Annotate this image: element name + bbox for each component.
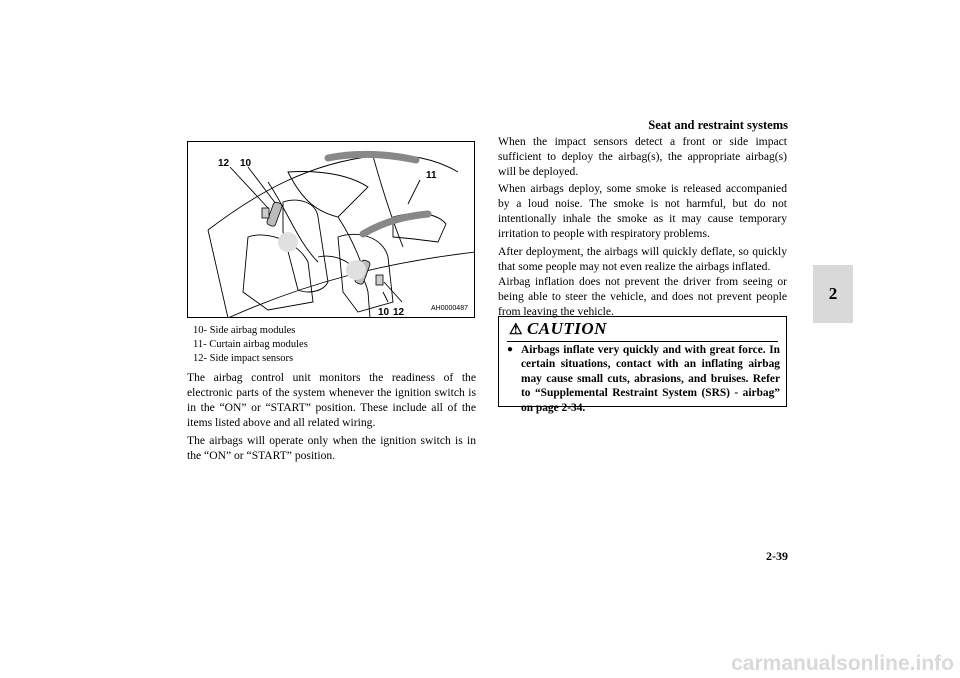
callout-12-bottom: 12 bbox=[393, 307, 405, 318]
caution-text: Airbags inflate very quickly and with great force. In certain situations, contact with an inflating airbag may cause small cuts, abrasions, and bruises. Refer to “Supplemental Restraint System (SRS) - airbag” on page 2-34. bbox=[521, 344, 780, 414]
callout-10-top: 10 bbox=[240, 158, 252, 169]
paragraph: Airbag inflation does not prevent the driver from seeing or being able to steer the vehicle, and does not prevent people from leaving the vehicle. bbox=[498, 275, 787, 318]
car-interior-drawing bbox=[188, 142, 475, 318]
legend-item: 12- Side impact sensors bbox=[193, 353, 294, 364]
page-number: 2-39 bbox=[766, 549, 788, 563]
watermark: carmanualsonline.info bbox=[731, 652, 954, 675]
chapter-number: 2 bbox=[828, 284, 838, 303]
paragraph: When airbags deploy, some smoke is released accompanied by a loud noise. The smoke is not harmful, but do not intentionally inhale the smoke as it may cause temporary irritation to people with respiratory problems. bbox=[498, 182, 787, 240]
warning-triangle-icon: ⚠ bbox=[509, 322, 523, 338]
chapter-tab bbox=[813, 265, 853, 323]
paragraph: After deployment, the airbags will quickly deflate, so quickly that some people may not even realize the airbags inflated. bbox=[498, 245, 787, 273]
section-title: Seat and restraint systems bbox=[648, 118, 788, 132]
paragraph: When the impact sensors detect a front or side impact sufficient to deploy the airbag(s), the appropriate airbag(s) will be deployed. bbox=[498, 135, 787, 178]
caution-heading bbox=[509, 319, 607, 339]
legend-item: 11- Curtain airbag modules bbox=[193, 339, 308, 350]
callout-10-bottom: 10 bbox=[378, 307, 390, 318]
caution-box bbox=[498, 316, 787, 414]
figure-legend bbox=[193, 324, 308, 366]
paragraph: The airbag control unit monitors the readiness of the electronic parts of the system whenever the ignition switch is in the “ON” or “START” position. These include all of the items listed above and all related wiring. bbox=[187, 371, 476, 429]
caution-item bbox=[507, 343, 780, 415]
figure-code: AH0000487 bbox=[431, 305, 468, 312]
caution-title: CAUTION bbox=[526, 319, 607, 338]
bullet-icon: ● bbox=[507, 344, 514, 355]
callout-11: 11 bbox=[426, 170, 437, 181]
caution-divider bbox=[507, 341, 778, 342]
airbag-illustration bbox=[187, 141, 475, 318]
callout-12-top: 12 bbox=[218, 158, 230, 169]
legend-item: 10- Side airbag modules bbox=[193, 325, 296, 336]
paragraph: The airbags will operate only when the ignition switch is in the “ON” or “START” position. bbox=[187, 434, 476, 462]
